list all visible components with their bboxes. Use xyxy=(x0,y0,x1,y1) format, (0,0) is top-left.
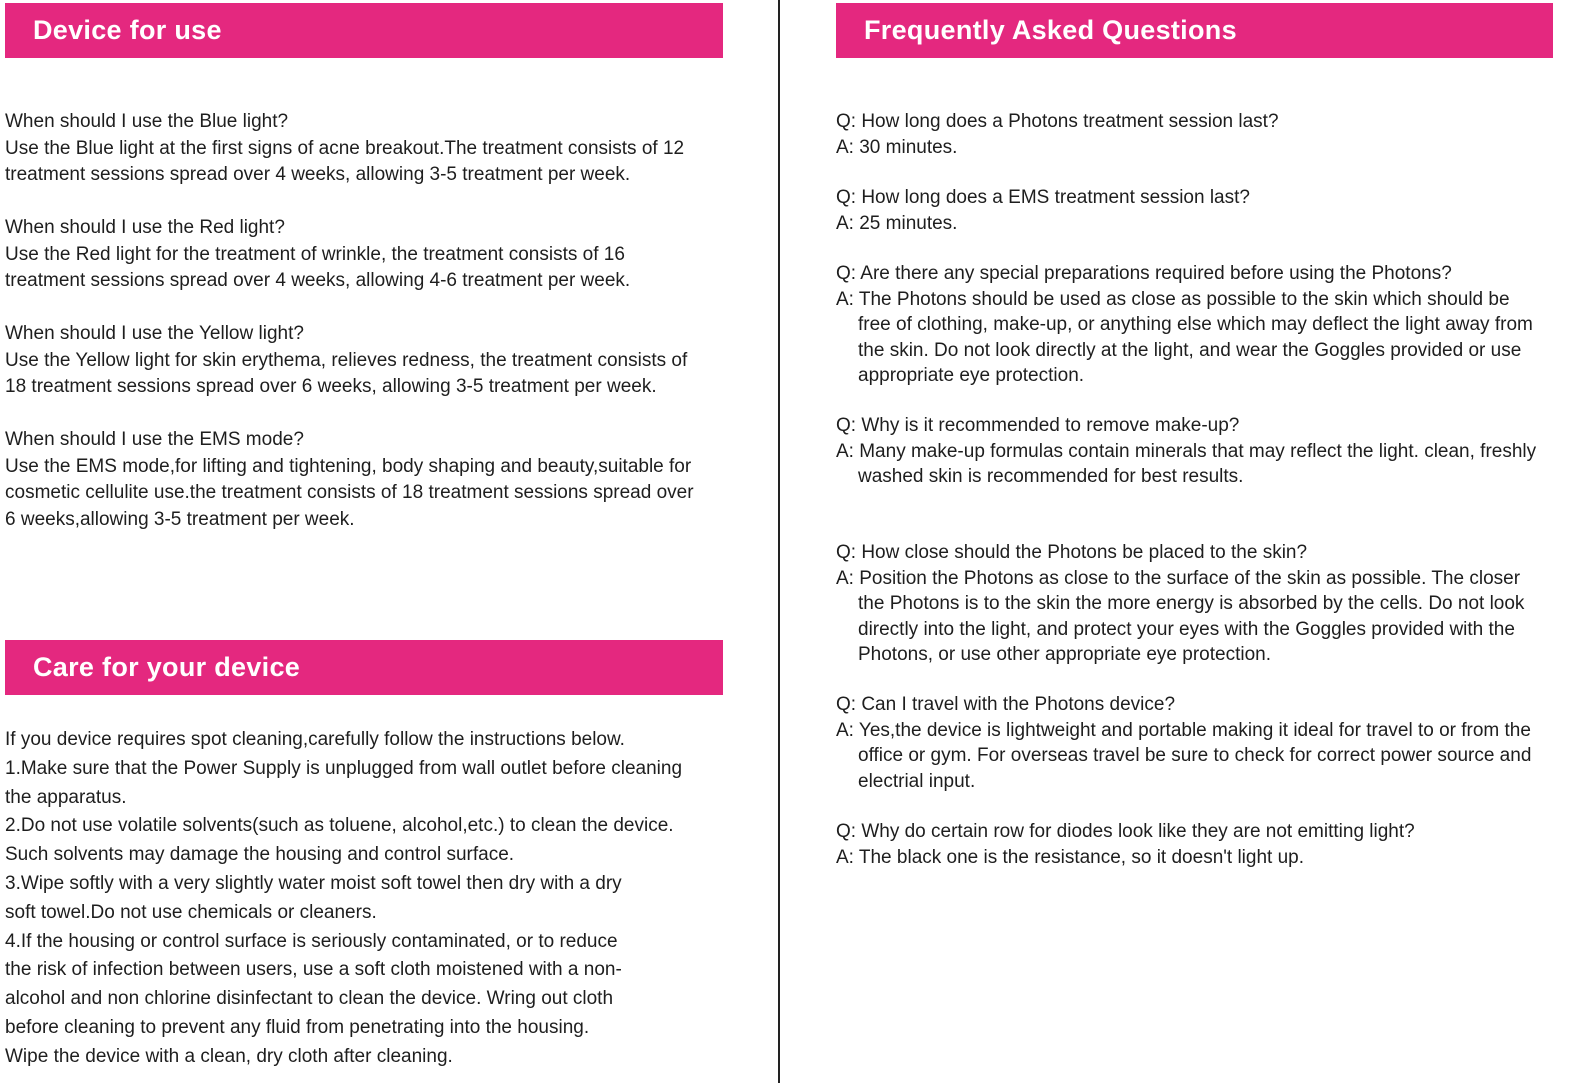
care-instruction-line: 3.Wipe softly with a very slightly water moist soft towel then dry with a dry xyxy=(5,872,622,894)
usage-answer-line: Use the Blue light at the first signs of acne breakout.The treatment consists of 12 xyxy=(5,137,685,159)
faq-question: Q: Are there any special preparations required before using the Photons? xyxy=(836,263,1452,284)
care-instruction-line: 2.Do not use volatile solvents(such as toluene, alcohol,etc.) to clean the device. xyxy=(5,815,674,837)
faq-question: Q: Why do certain row for diodes look like they are not emitting light? xyxy=(836,821,1415,842)
faq-item xyxy=(836,540,1524,668)
faq-item xyxy=(836,185,1250,236)
faq-answer-line: A: Many make-up formulas contain minerals that may reflect the light. clean, freshly xyxy=(836,440,1537,462)
faq-answer-line: A: Yes,the device is lightweight and portable making it ideal for travel to or from the xyxy=(836,719,1531,741)
faq-answer-line: A: The black one is the resistance, so it doesn't light up. xyxy=(836,846,1304,868)
care-instruction-line: the apparatus. xyxy=(5,786,127,808)
usage-answer-line: 18 treatment sessions spread over 6 weeks, allowing 3-5 treatment per week. xyxy=(5,376,657,397)
care-instruction-line: Wipe the device with a clean, dry cloth after cleaning. xyxy=(5,1045,453,1067)
faq-question: Q: Can I travel with the Photons device? xyxy=(836,694,1176,715)
usage-question: When should I use the Yellow light? xyxy=(5,323,304,344)
faq-answer-line: the Photons is to the skin the more energy is absorbed by the cells. Do not look xyxy=(858,593,1525,614)
usage-answer-line: Use the EMS mode,for lifting and tightening, body shaping and beauty,suitable for xyxy=(5,455,692,477)
faq-question: Q: How close should the Photons be placed to the skin? xyxy=(836,542,1308,563)
faq-answer-line: electrial input. xyxy=(858,770,976,792)
usage-answer-line: treatment sessions spread over 4 weeks, allowing 3-5 treatment per week. xyxy=(5,164,631,185)
device-usage-block xyxy=(5,109,684,189)
care-instruction-line: If you device requires spot cleaning,carefully follow the instructions below. xyxy=(5,729,625,750)
device-for-use-header: Device for use xyxy=(5,3,723,58)
faq-item xyxy=(836,261,1533,389)
column-divider xyxy=(778,0,780,1083)
care-instruction-line: alcohol and non chlorine disinfectant to clean the device. Wring out cloth xyxy=(5,988,614,1010)
faq-question: Q: How long does a Photons treatment session last? xyxy=(836,111,1279,132)
faq-item xyxy=(836,692,1531,794)
faq-item xyxy=(836,819,1415,870)
usage-answer-line: Use the Red light for the treatment of wrinkle, the treatment consists of 16 xyxy=(5,243,625,265)
faq-header: Frequently Asked Questions xyxy=(836,3,1553,58)
faq-question: Q: Why is it recommended to remove make-up? xyxy=(836,415,1240,436)
faq-item xyxy=(836,109,1279,160)
faq-answer-line: A: Position the Photons as close to the surface of the skin as possible. The closer xyxy=(836,567,1521,589)
usage-answer-line: Use the Yellow light for skin erythema, relieves redness, the treatment consists of xyxy=(5,349,688,371)
faq-answer-line: appropriate eye protection. xyxy=(858,365,1085,386)
care-instruction-line: Such solvents may damage the housing and control surface. xyxy=(5,844,515,866)
faq-answer-line: A: 30 minutes. xyxy=(836,136,958,158)
care-instruction-line: 4.If the housing or control surface is seriously contaminated, or to reduce xyxy=(5,930,618,952)
usage-question: When should I use the Blue light? xyxy=(5,111,289,132)
device-usage-block xyxy=(5,215,630,295)
faq-answer-line: A: The Photons should be used as close as possible to the skin which should be xyxy=(836,288,1510,310)
device-usage-block xyxy=(5,427,694,533)
usage-question: When should I use the EMS mode? xyxy=(5,429,304,450)
care-section xyxy=(5,726,682,1072)
care-instruction-line: soft towel.Do not use chemicals or cleaners. xyxy=(5,901,377,923)
usage-question: When should I use the Red light? xyxy=(5,217,285,238)
device-usage-block xyxy=(5,321,687,401)
usage-answer-line: treatment sessions spread over 4 weeks, allowing 4-6 treatment per week. xyxy=(5,270,631,291)
faq-question: Q: How long does a EMS treatment session last? xyxy=(836,187,1250,208)
faq-answer-line: office or gym. For overseas travel be sure to check for correct power source and xyxy=(858,745,1532,766)
faq-answer-line: Photons, or use other appropriate eye protection. xyxy=(858,644,1271,665)
usage-answer-line: 6 weeks,allowing 3-5 treatment per week. xyxy=(5,508,355,530)
faq-answer-line: free of clothing, make-up, or anything else which may deflect the light away from xyxy=(858,314,1533,335)
faq-answer-line: the skin. Do not look directly at the light, and wear the Goggles provided or use xyxy=(858,339,1522,361)
care-instruction-line: 1.Make sure that the Power Supply is unplugged from wall outlet before cleaning xyxy=(5,757,683,779)
faq-answer-line: A: 25 minutes. xyxy=(836,212,958,234)
faq-answer-line: washed skin is recommended for best results. xyxy=(858,466,1244,487)
care-instruction-line: before cleaning to prevent any fluid from penetrating into the housing. xyxy=(5,1016,590,1038)
usage-answer-line: cosmetic cellulite use.the treatment consists of 18 treatment sessions spread over xyxy=(5,482,694,503)
care-instruction-line: the risk of infection between users, use a soft cloth moistened with a non- xyxy=(5,959,622,981)
care-header: Care for your device xyxy=(5,640,723,695)
faq-item xyxy=(836,413,1536,490)
faq-answer-line: directly into the light, and protect your eyes with the Goggles provided with the xyxy=(858,618,1515,640)
